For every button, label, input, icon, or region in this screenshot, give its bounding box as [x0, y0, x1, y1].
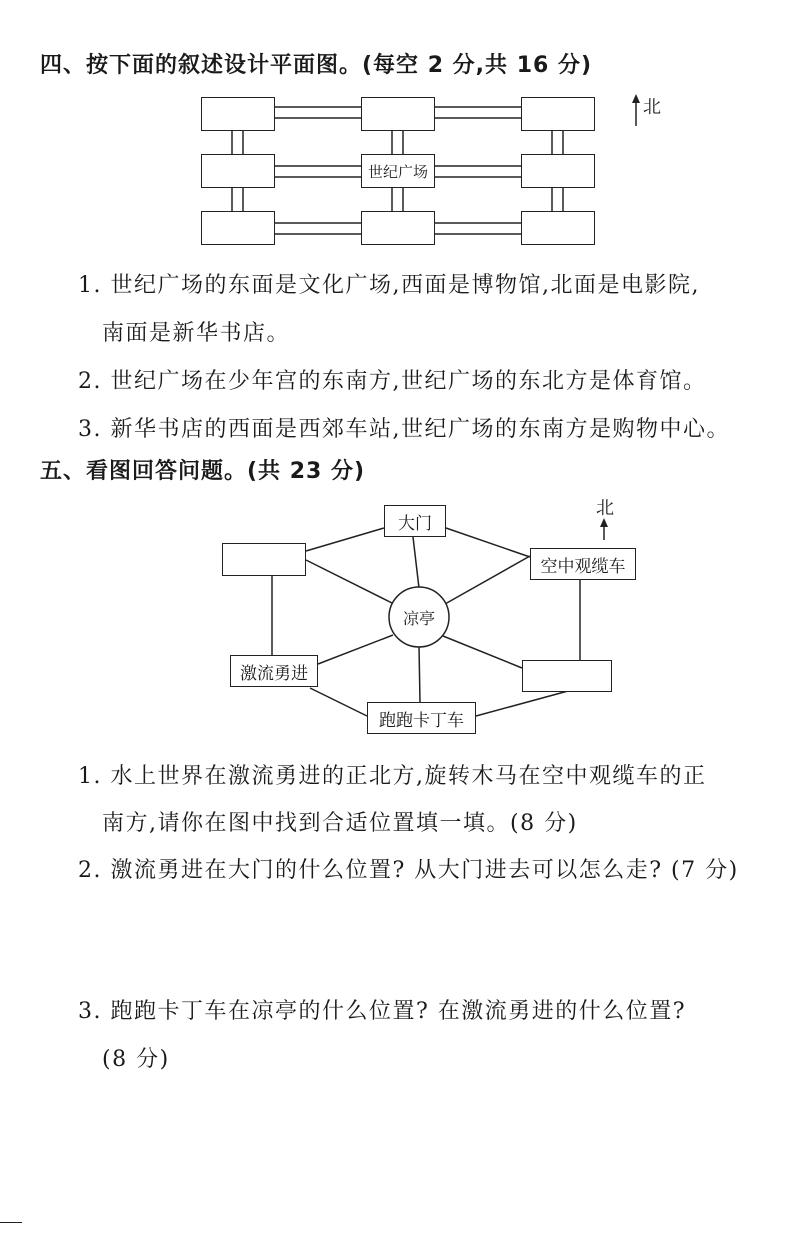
section4-item2: 2. 世纪广场在少年宫的东南方,世纪广场的东北方是体育馆。 [78, 369, 707, 394]
section5-heading: 五、看图回答问题。(共 23 分) [40, 459, 366, 484]
rafting-box: 激流勇进 [230, 655, 318, 687]
pavilion-label: 凉亭 [402, 608, 435, 628]
section5-item2: 2. 激流勇进在大门的什么位置? 从大门进去可以怎么走? (7 分) [78, 858, 739, 883]
kart-box: 跑跑卡丁车 [367, 702, 476, 734]
section4-north-label: 北 [643, 97, 661, 118]
section5-item3-line2: (8 分) [102, 1047, 170, 1072]
map-box-center: 世纪广场 [361, 154, 435, 188]
section5-item1-line2: 南方,请你在图中找到合适位置填一填。(8 分) [102, 811, 578, 836]
blank-box-northwest [222, 543, 306, 576]
section5-item1-line1: 1. 水上世界在激流勇进的正北方,旋转木马在空中观缆车的正 [78, 764, 707, 789]
section4-item3: 3. 新华书店的西面是西郊车站,世纪广场的东南方是购物中心。 [78, 417, 730, 442]
section4-item1-line2: 南面是新华书店。 [102, 321, 291, 346]
section5-item3-line1: 3. 跑跑卡丁车在凉亭的什么位置? 在激流勇进的什么位置? [78, 999, 687, 1024]
blank-box-southeast [522, 660, 612, 692]
page-edge-mark [0, 1222, 22, 1223]
gate-box: 大门 [384, 505, 446, 537]
section4-item1-line1: 1. 世纪广场的东面是文化广场,西面是博物馆,北面是电影院, [78, 273, 700, 298]
ferris-wheel-box: 空中观缆车 [530, 548, 636, 580]
section5-north-label: 北 [596, 498, 614, 519]
section4-heading: 四、按下面的叙述设计平面图。(每空 2 分,共 16 分) [40, 53, 593, 78]
